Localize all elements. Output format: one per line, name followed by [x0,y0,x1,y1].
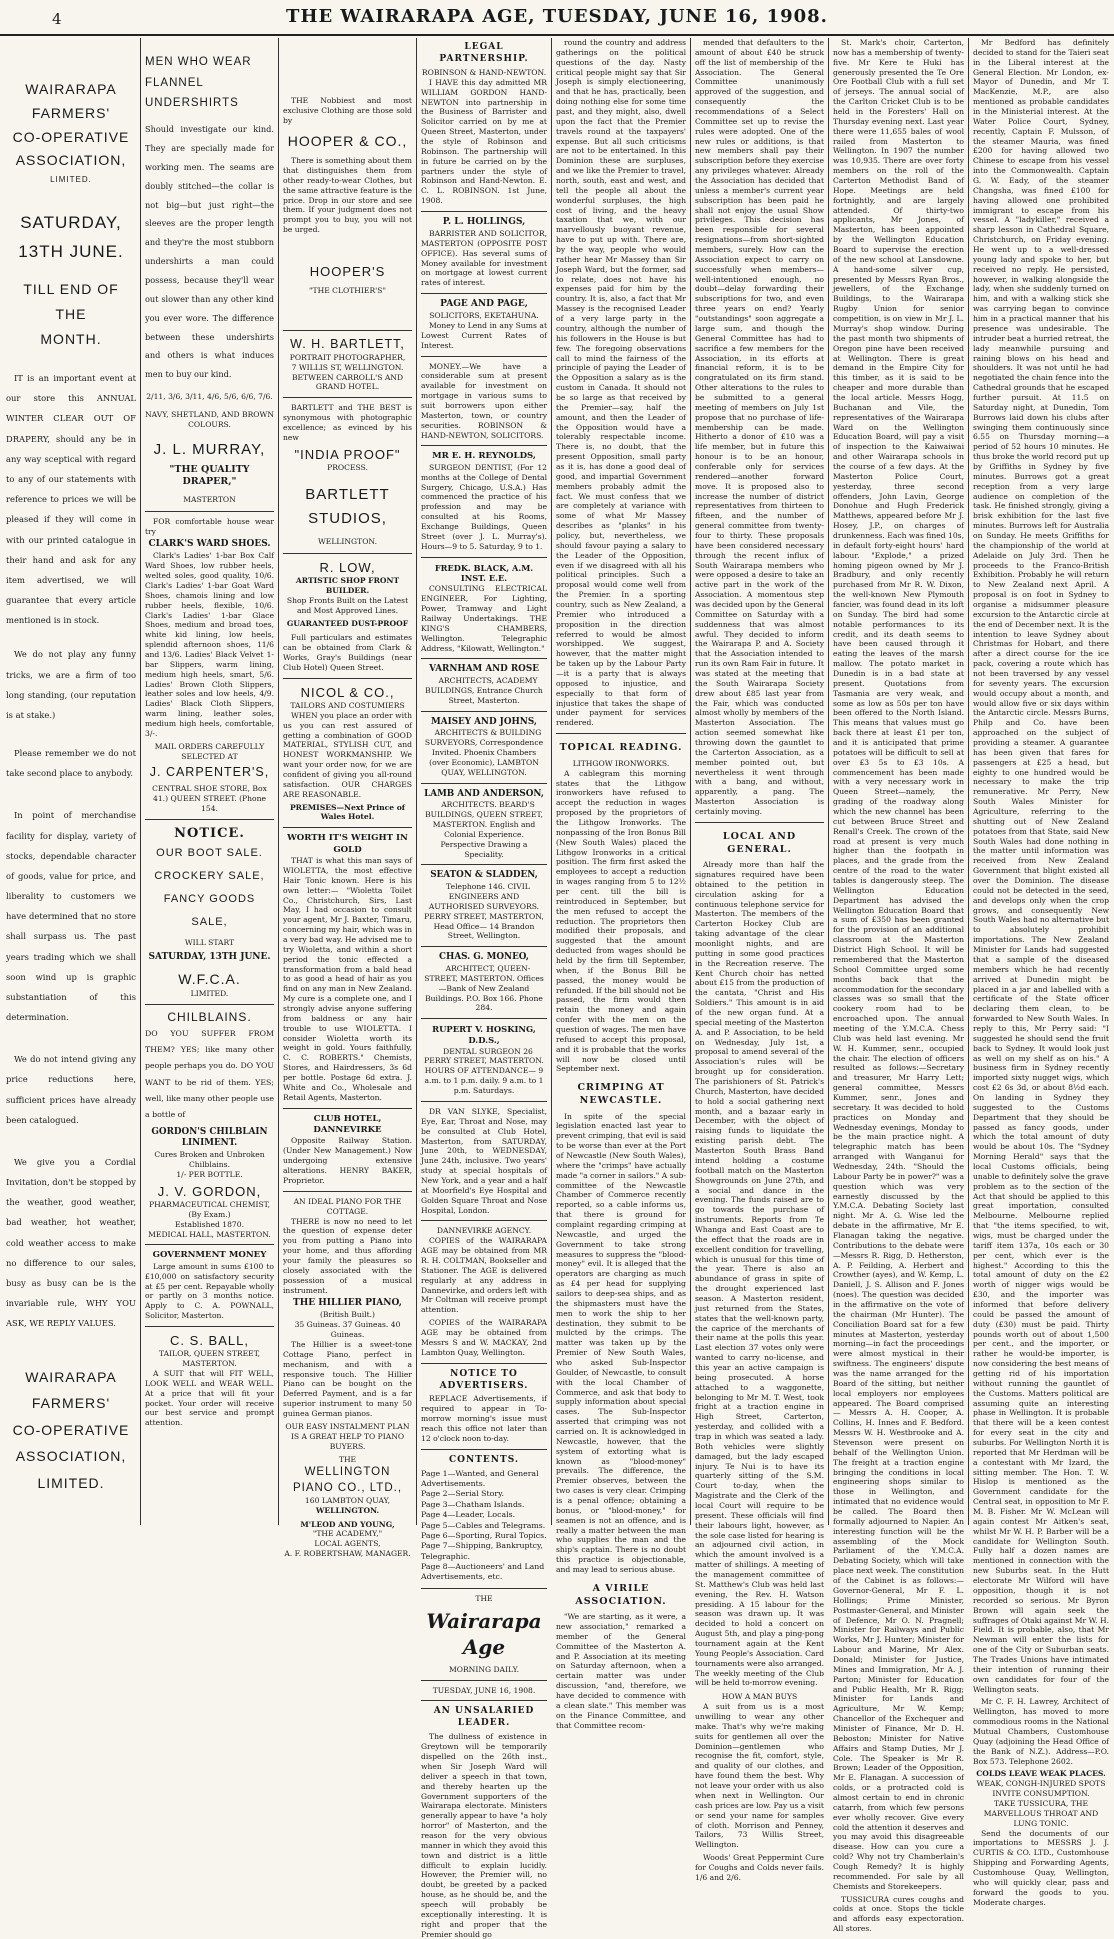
flannel-title [145,52,274,114]
sale-item: FANCY GOODS SALE, [163,893,256,929]
will-start: WILL START [184,938,235,948]
sale-item: OUR BOOT SALE. [156,846,263,859]
page-header [0,0,1114,36]
clark-body: Clark's Ladies' 1-bar Box Calf Ward Shoes, low rubber heels, welted soles, good quality, 10/6. Clark's Ladies' 1-bar Goat Ward Shoes, chamois lining and low rubber heels, flexible, 10/6. Clark's Ladies' 1-bar Glace Shoes, medium and broad toes, white kid lining, low heels, splendid afternoon shoes, 11/6 and 13/6. Ladies' Black Velvet 1-bar Slippers, warm lining, medium high heels, smart, 5/6. Ladies' Brown Cloth Slippers, leather soles and low heels, 4/9. Ladies' Black Cloth Slippers, warm lining, leather soles, medium high heels, comfortable, 3/-. [145,551,274,738]
lithgow-subtitle: LITHGOW IRONWORKS. [572,758,670,768]
piano-co-the: THE [338,1455,357,1465]
winter-sale-text: IT is an important event at our store this ANNUAL WINTER CLEAR OUT OF DRAPERY, should any be in any way sceptical with regard to any of our statements with reference to prices we will be pleased if they will come in with our printed catalogue in their hand and ask for any item advertised, we will guarantee that every article mentioned is in stock. [6,373,136,626]
ad-line: FARMERS' [31,104,111,121]
dannevirke-title: DANNEVIRKE AGENCY. [436,1226,532,1236]
liniment-name: GORDON'S CHILBLAIN LINIMENT. [151,1126,268,1149]
piano-body: THERE is now no need to let the question of expense deter you from putting a Piano into your home, and thus affording your family the pleasures so closely associated with the possession of a musical instrument. [283,1216,412,1295]
liniment-claim: Cures Broken and Unbroken Chilblains. [154,1150,265,1169]
column-rule [416,38,417,1525]
sale-date [6,209,136,267]
carpenter-address: CENTRAL SHOE STORE, Box 41.) QUEEN STREET. (Phone 154. [152,784,267,813]
invitation-text: We give you a Cordial Invitation, don't be stopped by the weather, good weather, bad weather, hot weather, cold weather access to make no difference to our sales, busy as busy can be is the invariable rule, WHY YOU ASK, WE REPLY VALUES. [6,1156,136,1329]
low-dust-proof: GUARANTEED DUST-PROOF [286,619,409,629]
low-title: ARTISTIC SHOP FRONT BUILDER. [295,575,400,595]
ball-title: TAILOR, QUEEN STREET, MASTERTON. [158,1349,261,1369]
contents-item: Page 6—Sporting, Rural Topics. [421,1530,547,1540]
ad-line: LIMITED. [50,175,92,185]
studios-line: STUDIOS, [308,509,387,527]
sale-until-line: MONTH. [40,330,102,347]
column-rule [968,38,969,1525]
maisey-body: ARCHITECTS & BUILDING SURVEYORS, Correspondence Invited. Phoenix Chambers (over Economic), LAMBTON QUAY, WELLINGTON. [424,728,544,777]
gordon-exam: (By Exam.) [188,1209,231,1219]
ad-line: ASSOCIATION, [15,152,127,169]
contents-list [421,1469,547,1583]
ad-line: CO-OPERATIVE [12,1421,130,1438]
column-6 [695,38,824,1882]
flannel-title-line: FLANNEL [145,76,204,89]
sale-until-line: TILL END OF THE [23,280,119,322]
hillier-name: THE HILLIER PIANO, [293,1298,402,1309]
colds-title: COLDS LEAVE WEAK PLACES. [976,1769,1106,1779]
leader-body: The dullness of existence in Greytown will be temporarily dispelled on the 26th inst., when Sir Joseph Ward will deliver a speech in that town, and thereby hearten up the Government supporters of the Wairarapa electorate. Ministers generally appear to have "a holy horror" of Masterton, and the reason for the very obvious manner in which they avoid this town and district is a little difficult to explain lucidly. However, the Premier will, no doubt, be greeted by a packed house, as he should be, and the speech will probably be exceptionally interesting. It is right and proper that the Premier should go [421,1732,547,1939]
copies-body: COPIES of the WAIRARAPA AGE may be obtained from Messrs S and W. MACKAY, 2nd Lambton Quay, Wellington. [421,1318,547,1357]
agents-name: M'LEOD AND YOUNG, [300,1519,395,1529]
club-hotel-title: CLUB HOTEL, DANNEVIRKE [313,1113,382,1136]
piano-co-city: WELLINGTON. [315,1505,380,1515]
how-man-buys-title: HOW A MAN BUYS [721,1692,798,1702]
flannel-title-line: UNDERSHIRTS [145,97,239,110]
low-body: Shop Fronts Built on the Latest and Most Approved Lines. [286,595,409,615]
carpenter-name: J. CARPENTER'S, [149,765,270,780]
lawrey-note: Mr C. F. H. Lawrey, Architect of Wellington, has moved to more commodious rooms in the National Mutual Chambers, Customhouse Quay (adjoining the Head Office of the Bank of N.Z.). Address—P.O. Box 573. Telephone 2602. [973,1697,1109,1766]
hooper-body: There is something about them that distinguishes them from other ready-to-wear Clothes, but the same attractive feature is the price. Drop in our store and see them. If your judgment does not prompt you to buy, you will not be urged. [283,156,412,235]
piano-title: AN IDEAL PIANO FOR THE COTTAGE. [293,1196,402,1216]
legal-title: LEGAL PARTNERSHIP. [439,42,529,64]
moneo-name: CHAS. G. MONEO, [439,952,529,963]
hillier-british: (British Built.) [319,1310,376,1320]
flannel-prices: 2/11, 3/6, 3/11, 4/6, 5/6, 6/6, 7/6. [146,392,273,402]
club-hotel-body: Opposite Railway Station. (Under New Management.) Now undergoing extensive alterations. HENRY BAKER, Proprietor. [283,1136,412,1185]
clark-intro: FOR comfortable house wear try [145,516,274,536]
vanslyke-body: DR VAN SLYKE, Specialist, Eye, Ear, Throat and Nose, may be consulted at Club Hotel, Masterton, from SATURDAY, June 20th, to WEDNESDAY, June 24th, inclusive. Two years' study at special hospitals of New York, and a year and a half at Moorfield's Eye Hospital and Golden Square Throat and Nose Hospital, London. [421,1106,547,1215]
local-general-title: LOCAL AND GENERAL. [722,830,797,855]
hillier-prices: 35 Guineas. 37 Guineas. 40 Guineas. [294,1320,401,1340]
murray-name: J. L. MURRAY, [153,440,266,458]
how-man-buys-body: A suit from us is a most unwilling to wear any other make. That's why we're making suits for gentlemen all over the Dominion—gentlemen who recognise the fit, comfort, style, and quality of our clothes, and have found them the best. Why not leave your order with us also when next in Wellington. Our cash prices are low. Pay us a visit or send your name for samples of cloth. Morrison and Penney, Tailors, 73 Willis Street, Wellington. [695,1702,824,1850]
agents-academy: "THE ACADEMY," [312,1529,383,1539]
piano-co-name: WELLINGTON PIANO CO., LTD., [292,1466,403,1494]
farmers-ad-footer [6,1364,136,1497]
column-rule [690,38,691,1525]
column-rule [828,38,829,1525]
dannevirke-body: COPIES of the WAIRARAPA AGE may be obtained from MR R. H. COLTMAN, Bookseller and Stationer. The AGE is delivered regularly at any address in Dannevirke, and orders left with Mr Coltman will receive prompt attention. [421,1236,547,1315]
gordon-name: J. V. GORDON, [157,1183,262,1199]
masthead-date: TUESDAY, JUNE 16, 1908. [432,1685,536,1695]
flannel-body: Should investigate our kind. They are specially made for working men. The seams are doubly stitched—the collar is not big—but just right—the sleeves are the proper length and they're the most stubborn undershirts a man could possess, because they'll wear out slower than any other kind you ever wore. The difference between these undershirts and others is what induces men to buy our kind. [145,124,274,380]
reynolds-name: MR E. H. REYNOLDS, [432,451,536,462]
leader-continued: round the country and address gatherings on the political questions of the day. Nasty critical people might say that Sir Joseph is simply electioneering, and that he has, practically, been doing nothing else for some time past, and they might, also, dwell upon the fact that the Premier travels round at the taxpayers' expense. But all such criticisms are not to be entertained. In this Dominion these are surpluses, and we like the Premier to travel, north, south, east and west, and tell the people all about the wonderful surpluses, the high cost of living, and the heavy taxation that we, with our marvellously buoyant revenue, have to put up with. There are, by the way, people who would rather hear Mr Massey than Sir Joseph Ward, but the former, sad to relate, does not have his expenses paid for him by the country. It is, also, a fact that Mr Massey is the recognised Leader of a very large party in the country, although the number of his followers in the House is but few. The foregoing observations call to mind the fairness of the principle of paying the Leader of the Opposition a salary as is the custom in Canada. It should not be so large as that received by the Premier—say, half the amount, and then the Leader of the Opposition would have a tolerably respectable income. There is, no doubt, that the present Opposition, small party as it is, has done a good deal of good, and impartial Government members probably admit the fact. We must confess that we are completely at variance with some of what Mr Massey describes as "planks" in his policy, but, nevertheless, we should favour paying a salary to the Leader of the Opposition, even if we disagreed with all his political principles. Such a proposal would come well from the Premier. In a sporting country, such as New Zealand, a Premier who introduced a proposition in the direction referred to would be almost worshipped. We suggest, however, that the matter might be taken up by the Labour Party—it is a party that is always opposed to injustice, and especially to that form of injustice that takes the shape of under payment for services rendered. [556,38,686,728]
flannel-title-line: MEN WHO WEAR [145,56,252,68]
nicol-body: WHEN you place an order with us you can rest assured of getting a combination of GOOD MATERIAL, STYLISH CUT, and HONEST WORKMANSHIP. We want your order now, for we are confident of giving you all-round satisfaction. OUR CHARGES ARE REASONABLE. [283,710,412,799]
contents-item: Page 1—Wanted, and General Advertisements. [421,1468,539,1489]
low-body-2: Full particulars and estimates can be obtained from Clark & Works, Gray's Buildings (near Club Hotel) Queen Street. [283,633,412,672]
column-3 [283,38,412,1559]
mail-orders: MAIL ORDERS CAREFULLY SELECTED AT [154,741,265,761]
virile-body: "We are starting, as it were, a new association," remarked a member of the General Committee of the Masterton A. and P. Association at its meeting on Saturday afternoon, when a certain matter was under discussion, "and, therefore, we have decided to commence with a clean slate." This member was on the Finance Committee, and that Committee recom- [556,1612,686,1730]
black-body: CONSULTING ELECTRICAL ENGINEER, For Lighting, Power, Tramway and Light Railway Undertakings. THE KING'S CHAMBERS, Wellington. Telegraphic Address, "Kilowatt, Wellington." [421,584,547,653]
column-8 [973,38,1109,1907]
liniment-price: 1/- PER BOTTLE. [176,1169,243,1179]
curtis-note: Send the documents of our importations to MESSRS J. J. CURTIS & CO. LTD., Customhouse Shipping and Forwarding Agents, Customhouse Quay, Wellington, who will quickly clear, pass and forward the goods to you. Moderate charges. [973,1828,1109,1907]
nicol-premises: PREMISES—Next Prince of Wales Hotel. [289,802,406,822]
hosking-body: DENTAL SURGEON 26 PERRY STREET, MASTERTON. HOURS OF ATTENDANCE— 9 a.m. to 1 p.m. daily. 9 a.m. to 1 p.m. Saturdays. [424,1046,544,1096]
page-and-page: PAGE AND PAGE, [440,299,528,310]
masthead-name: Wairarapa Age [426,1608,542,1660]
column-4 [421,38,547,1939]
hoopers-sign: HOOPER'S [309,264,386,280]
moneo-body: ARCHITECT, QUEEN-STREET, MASTERTON. Offices—Bank of New Zealand Buildings. P.O. Box 166. Phone 284. [424,963,544,1013]
flannel-colours: NAVY, SHETLAND, AND BROWN COLOURS. [145,409,274,429]
column-5 [556,38,686,1730]
contents-item: Page 7—Shipping, Bankruptcy, Telegraphic. [421,1541,543,1561]
piano-co-address: 160 LAMBTON QUAY, [304,1495,391,1505]
contents-title: CONTENTS. [448,1454,520,1465]
colds-subtitle: WEAK, CONGH-INJURED SPOTS INVITE CONSUMPTION. [976,1779,1106,1799]
lithgow-body: A cablegram this morning states that the Lithgow ironworkers have refused to accept the reduction in wages proposed by the proprietors of the Lithgow Ironworks. The nonpassing of the Iron Bonus Bill (New South Wales) placed the Lithgow Ironworks in a critical position. The firm first asked the employees to accept a reduction in wages ranging from 5 to 12½ per cent. till the bill is reintroduced in September, but the men refused to accept the reduction. The proprietors then modified their proposals, and suggested that the amount deducted from wages should be held by the firm till September, when, if the Bonus Bill be passed, the money would be refunded. If the bill should not be passed, the firm would then retain the money and again confer with the men on the question of wages. The men have refused to accept this proposal, and it is probable that the works will now be closed until September next. [556,768,686,1074]
chilblains-title: CHILBLAINS. [167,1009,252,1024]
wioletta-body: THAT is what this man says of WIOLETTA, the most effective Hair Tonic known. Here is his own letter:— "Wioletta Toilet Co., Christchurch, Sirs, Last May, I had occasion to consult your agent, Mr J. Baxter, Timaru, concerning my hair, which was in a very bad way. He advised me to try Wioletta, and within a short period the tonic effected a transformation from a bald head to as good a head of hair as you find on any man in New Zealand. My cure is a complete one, and I strongly advise anyone suffering from baldness or any hair trouble to use WIOLETTA. I consider Wioletta worth its weight in gold. Yours faithfully, C. C. ROBERTS." Chemists, Stores, and Hairdressers, 3s 6d per bottle. Postage 6d extra. J. White and Co., Wholesale and Retail Agents, Masterton. [283,856,412,1102]
ad-line: WAIRARAPA [25,1368,117,1385]
notice-advertisers-title: NOTICE TO ADVERTISERS. [439,1368,529,1391]
page-number: 4 [52,10,62,28]
money-body: MONEY.—We have a considerable sum at present available for investment on mortgage in various sums to suit borrowers upon either Masterton, town, or country securities. ROBINSON & HAND-NEWTON, SOLICITORS. [421,361,547,440]
ad-line: ASSOCIATION, [15,1448,127,1465]
bartlett-studios [283,483,412,531]
hooper-intro: THE Nobbiest and most exclusive Clothing are those sold by [283,96,412,125]
varnham-name: VARNHAM AND ROSE [429,664,539,675]
low-name: R. LOW, [319,559,376,575]
sale-until [6,277,136,353]
murray-slogan: "THE QUALITY DRAPER," [169,463,250,488]
nicol-title: TAILORS AND COSTUMIERS [290,701,405,710]
nicol-name: NICOL & CO., [300,684,395,700]
ad-line: WAIRARAPA [25,81,117,97]
virile-title: A VIRILE ASSOCIATION. [575,1582,667,1607]
gordon-address: MEDICAL HALL, MASTERTON. [148,1229,271,1239]
hooper-name: HOOPER & CO., [287,132,408,149]
ad-line: FARMERS' [31,1395,111,1412]
india-proof-process: PROCESS. [327,462,368,472]
ball-name: C. S. BALL, [170,1332,249,1348]
crimping-body: In spite of the special legislation enacted last year to prevent crimping, that evil is said to be worse than ever at the Port of Newcastle (New South Wales), where the "crimps" have actually made "a corner in sailors." A sub-committee of the Newcastle Chamber of Commerce recently reported, so a cable informs us, that there is ground for complaint regarding crimping at Newcastle, and urged the Government to take strong measures to suppress the "blood-money" evil. It is alleged that the operators are charging as much as £4 per head for supplying sailors to deep-sea ships, and as the shipmasters must have the men to work the ship to her destination, they submit to be mulcted by the crimps. The matter was taken up by the Premier of New South Wales, who asked Sub-Inspector Goulder, of Newcastle, to consult with the local Chamber of Commerce, and ask that body to supply information about special cases. The Sub-Inspector asserted that crimping was not carried on. It is acknowledged in Newcastle, however, that the system of extorting what is known as "blood-money" prevails. The difference, the Premier observes, between the two cases is very clear. Crimping is a penal offence; obtaining a bonus, or "blood-money," for seamen is not an offence, and is really a matter between the man who supplies the man and the ship's captain. There is no doubt this practice is objectionable, and may lead to serious abuse. [556,1111,686,1575]
black-name: FREDK. BLACK, A.M. INST. E.E. [434,562,534,584]
page-title: THE WAIRARAPA AGE, TUESDAY, JUNE 16, 1908. [286,6,828,27]
woods-cure: Woods' Great Peppermint Cure for Coughs and Colds never fails. 1/6 and 2/6. [695,1853,824,1882]
column-rule [278,38,279,1525]
murray-location: MASTERTON [183,494,236,504]
gov-money-body: Large amount in sums £100 to £10,000 on satisfactory security at £5 per cent. Repayable wholly or partly on 3 months notice. Apply to C. A. POWNALL, Solicitor, Masterton. [145,1261,274,1321]
topical-title: TOPICAL READING. [559,742,683,754]
contents-item: Page 8—Auctioneers' and Land Advertisements, etc. [421,1561,545,1582]
tussicura-note: TUSSICURA cures coughs and colds at once. Stops the tickle and affords easy expectoration. All stores. [833,1894,964,1934]
sale-item: CROCKERY SALE, [154,870,265,883]
gov-money-title: GOVERNMENT MONEY [152,1250,267,1261]
virile-continued: mended that defaulters to the amount of about £40 be struck off the list of membership of the Association. The General Committee unanimously approved of the suggestion, and consequently the recommendations of a Select Committee set up to revise the rules were adopted. One of the new rules or additions, is that new members shall pay their subscription before they exercise any privileges whatever. Already the Association has decided that unless a member's current year subscription has been paid he shall not enjoy the usual Show privileges. This decision has been responsible for several resignations—from short-sighted members, surely. How can the Association expect to carry on successfully when members—well-intentioned enough, no doubt—delay forwarding their subscriptions for two, and even three years on end? Yearly "outstandings" soon aggregate a large sum, and though the General Committee has had to sacrifice a few members for the Association, in its efforts at financial reform, it is to be congratulated on its firm stand. Other alterations to the rules to be submitted to a general meeting of members on July 1st propose that no purchase of life-membership can be made. Hitherto a donor of £10 was a life member, but in future this honour is to be an honour, conferable only for services rendered—another forward move. It is proposed also to increase the number of district representatives from thirteen to fifteen, and the number of general committee from twenty-four to thirty. These proposals have been considered necessary through the recent influx of South Wairarapa members who were opposed a desire to take an active part in the work of the Association. A momentous step was decided upon by the General Committee on Saturday with a suddenness that was almost awful. They decided to inform the Wairarapa P. and A. Society that the Association intended to run its own Ram Fair in future. It was stated at the meeting that the South Wairarapa Society drew about £85 last year from the Fair, which was conducted almost wholly by members of the Masterton Association. The action seemed somewhat like throwing down the gauntlet to the Carterton Association, as a member pointed out, but nevertheless it went through with a bang, and without, apparently, a pang. The Masterton Association is certainly moving. [695,38,824,817]
hollings-body: BARRISTER AND SOLICITOR, MASTERTON (OPPOSITE POST OFFICE). Has several sums of Money available for investment on mortgage at lowest current rates of interest. [421,228,547,288]
column-rule [551,38,552,1525]
reynolds-body: SURGEON DENTIST, (For 12 months at the College of Dental Surgery, Chicago, U.S.A.) Has commenced the practice of his profession and may be consulted at his Rooms, Exchange Buildings, Queen Street (over J. L. Murray's). Hours—9 to 5. Saturday, 9 to 1. [421,462,547,551]
notice-advertisers-body: REPLACE Advertisements, if required to appear in To-morrow morning's issue must reach this office not later than 12 o'clock noon to-day. [421,1394,547,1443]
hillier-body: The Hillier is a sweet-tone Cottage Piano, perfect in mechanism, and with a responsive touch. The Hillier Piano can be bought on the Deferred Payment, and is a far superior instrument to many 50 guinea German pianos. [283,1339,412,1418]
crimping-title: CRIMPING AT NEWCASTLE. [577,1082,665,1106]
bartlett-address: 7 WILLIS ST, WELLINGTON. BETWEEN CARROLL'S AND GRAND HOTEL. [291,362,404,392]
india-proof: "INDIA PROOF" [294,446,401,462]
bartlett-title: PORTRAIT PHOTOGRAPHER, [289,352,406,362]
maisey-name: MAISEY AND JOHNS, [431,716,537,727]
sale-start-date: SATURDAY, 13TH JUNE. [148,952,271,963]
contents-item: Page 4—Leader, Locals. [421,1510,516,1520]
studios-location: WELLINGTON. [317,536,377,546]
ad-line: LIMITED. [37,1474,105,1491]
agents-manager: A. F. ROBERTSHAW, MANAGER. [284,1549,411,1559]
sale-date-line: 13TH JUNE. [18,241,124,261]
sale-date-line: SATURDAY, [20,212,122,232]
farmers-ad-header [6,78,136,187]
hosking-name: RUPERT V. HOSKING, D.D.S., [432,1024,536,1046]
hollings-name: P. L. HOLLINGS, [442,216,526,227]
page-solicitors: SOLICITORS, EKETAHUNA. [429,311,539,321]
seaton-body: Telephone 146. CIVIL ENGINEERS AND AUTHORISED SURVEYORS. PERRY STREET, MASTERTON, Head Office— 14 Brandon Street, Wellington. [424,882,544,941]
column-1 [6,38,136,1525]
contents-item: Page 2—Serial Story. [421,1489,504,1499]
studios-line: BARTLETT [305,485,390,503]
wfca-name: W.F.C.A. [178,971,241,988]
page-body: Money to Lend in any Sums at Lowest Current Rates of Interest. [421,320,547,350]
legal-firm: ROBINSON & HAND-NEWTON. [421,67,547,77]
contents-item: Page 3—Chatham Islands. [421,1499,525,1509]
masthead-the: THE [475,1593,493,1603]
column-7 [833,38,965,1934]
clark-title: CLARK'S WARD SHOES. [148,539,271,550]
ad-line: CO-OPERATIVE [12,128,130,145]
wfca-limited: LIMITED. [190,988,229,998]
chilblains-body: DO YOU SUFFER FROM THEM? YES; like many other people perhaps you do. DO YOU WANT to be rid of them. YES; well, like many other people use a bottle of [145,1028,274,1120]
varnham-body: ARCHITECTS, ACADEMY BUILDINGS, Entrance Church Street, Masterton. [425,676,543,705]
contents-item: Page 5—Cables and Telegrams. [421,1520,546,1530]
wioletta-title: WORTH IT'S WEIGHT IN GOLD [287,833,408,855]
masthead-daily: MORNING DAILY. [448,1664,520,1674]
notice-title: NOTICE. [174,825,245,841]
hoopers-slogan: "THE CLOTHIER'S" [309,286,386,296]
lamb-body: ARCHITECTS. BEARD'S BUILDINGS, QUEEN STREET, MASTERTON. English and Colonial Experience. Perspective Drawing a Speciality. [425,800,543,859]
ball-body: A SUIT that will FIT WELL, LOOK WELL and WEAR WELL. At a price that will fit your pocket. Your order will receive our best service and prompt attention. [145,1368,274,1428]
gordon-established: Established 1870. [174,1219,245,1229]
gordon-title: PHARMACEUTICAL CHEMIST, [148,1199,271,1209]
agents-local: LOCAL AGENTS, [314,1539,381,1549]
local-general-body: Already more than half the signatures required have been obtained to the petition in circulation asking for a continuous telephone service for Masterton. The members of the Carterton Hockey Club are taking advantage of the clear moonlight nights, and are putting in some good practices in the Recreation reserve. The Kent Church choir has netted about £15 from the production of the cantata, "Christ and His Soldiers." This amount is in aid of the new organ fund. At a special meeting of the Masterton A. and P. Association, to be held on Wednesday, July 1st, a proposal to amend several of the Association's rules will be brought up for consideration. The parishioners of St. Patrick's Church, Masterton, have decided to hold a social gathering next month, and a bazaar early in December, with the object of raising funds to liquidate the existing parish debt. The Masterton South Brass Band intend holding a costume football match on the Masterton Showgrounds on June 27th, and a social and dance in the evening. The funds raised are to go towards the purchase of instruments. Reports from Te Whanga and East Coast are to the effect that the roads are in excellent condition for travelling, which is unusual for this time of the year. There is also an abundance of grass in spite of the drought experienced last season. A Masterton resident, just returned from the States, states that the well-known party, the caprice of the merchants of their name at the polls this year. Last election 37 votes only were wanted to carry no-license, and this year an active campaign is being prosecuted. A horse attached to a waggonette, belonging to Mr M. T. West, took fright at a traction engine in High Street, Carterton, yesterday, and collided with a trap in which was seated a lady. Both vehicles were slightly damaged, but the lady escaped injury. Te Nui is to have its quarterly sitting of the S.M. Court to-day, when the Magistrate and the Clerk of the local Court will require to be present. These officials will find their labours light, however, as the sole case listed for hearing is an adjourned civil action, in which the amount involved is a matter of shillings. A meeting of the management committee of St. Matthew's Club was held last evening, the Rev. H. Watson presiding. A 15 labour for the season was drawn up. It was decided to hold a concert on August 5th, and play a ping-pong tournament again at the Kent Young People's Association. Card tournaments were also arranged. The weekly meeting of the Club will be held to-morrow evening. [695,860,824,1688]
seaton-name: SEATON & SLADDEN, [430,870,538,881]
merchandise-text: In point of merchandise facility for display, variety of stocks, dependable character of goods, value for price, and liberality to customers we have determined that no store shall surpass us. The past years trading which we shall soon wind up is graphic substantiation of this determination. [6,810,136,1023]
bartlett-best: BARTLETT and THE BEST is synonymous with photographic excellence; as evinced by his new [283,403,412,442]
column-2 [145,38,274,1525]
bartlett-name: W. H. BARTLETT, [290,337,405,352]
second-place-text: Please remember we do not take second place to anybody. [6,748,136,779]
reductions-text: We do not intend giving any price reductions here, sufficient prices have already been catalogued. [6,1054,136,1125]
reputation-text: We do not play any funny tricks, we are a firm of too long standing, (our reputation is at stake.) [6,649,136,720]
news-items: Mr Bedford has definitely decided to stand for the Taieri seat in the Liberal interest at the General Election. Mr London, ex-Mayor of Dunedin, and Mr T. MacKenzie, M.P., are also mentioned as probable candidates in the Ministerial interest. At the Water Police Court, Sydney, recently, Captain F. Mulsson, of the steamer Mauria, was fined £200 for having allowed two Chinese to escape from his vessel into the Commonwealth. Captain G. W. Eady, of the steamer Changsha, was fined £100 for having allowed one prohibited immigrant to escape from his vessel. A "ladykiller," received a sharp lesson in Cathedral Square, Christchurch, on Friday evening. He went up to a well-dressed young lady and spoke to her, but received no reply. He persisted, however, in walking alongside the lady, when she suddenly turned on him, and with a walking stick she was carrying began to convince him in a practical manner that his presence was undesirable. The intruder beat a hurried retreat, the lady meanwhile pursuing and raining blows on his head and shoulders. It was not until he had negotiated the chain fence into the Cathedral grounds that he escaped further pursuit. At 11.5 on Saturday night, at Dunedin, Tom Burrows laid down his clubs after swinging them continuously since 6.55 on Thursday morning—a period of 52 hours 10 minutes. He thus broke the world record put up by Griffiths in Sydney by five minutes. Burrows got a great reception from a very large audience on completion of the task. He finished strongly, giving a brisk exhibition for the last five minutes. Burrows left for Australia on Sunday. He meets Griffiths for the championship of the world at Adelaide on July 3rd. Then he proceeds to the Franco-British Exhibition. Probably he will return to New Zealand next April. A proposal is on foot in Sydney to organise a midsummer pleasure excursion to the Antarctic circle at the end of December next. It is the intention to leave Sydney about Christmas for Hobart, and there after a direct course for the ice pack, covering a route which has not been traversed by any vessel for seventy years. The excursion would occupy about a month, and would allow five or six days within the Antarctic circle. Messrs Burns, Philp and Co. have been approached on the subject of providing a steamer. A guarantee has been given that fares for passengers at £25 a head, but eighty to one hundred would be necessary to make the trip remunerative. Mr Perry, New South Wales Minister for Agriculture, referring to the shutting out of New Zealand potatoes from that State, said New South Wales had done nothing in the matter until information was received from New Zealand Government that blight existed all over the Dominion. The disease could not be detected in the seed, and develops only when the crop grows, and consequently New South Wales had no alternative but to absolutely prohibit importations. The New Zealand Minister for Lands had suggested that a sample of the diseased members which he had recently arrived at Dunedin might be placed in a jar and labelled with a certificate of the State officer declaring them clean, to be forwarded to New South Wales. In reply to this, Mr Perry said: "I suggested he should send the fruit back to Sydney. It would look just as well on my shelf as on his." A business firm in Sydney recently imported sixty nugget wigs, which cost £2 6s 3d, or about 8½d each. On landing in Sydney they suggested to the Customs Department that they should be passed as fancy goods, under which the total amount of duty would be about 10s. The "Sydney Morning Herald" says that the local Customs officials, being unable to definitely solve the grave problem as to the section of the Act that should be applied to this great importation, consulted Melbourne. Melbourne replied that "the items specified, to wit, wigs, must be charged under the tariff item 137a, 10s each or 30 per cent, which ever is the highest." According to this the total amount of duty on the £2 worth of nigger wigs would be £30, and the importer was informed that before delivery could be passed the amount of duty (£30) must be paid. Thirty pounds worth out of about 1,500 per cent., and the importer, or rather he would-be importer, is now considering the best means of getting rid of his importation without running the gauntlet of the Customs. Matters political are assuming quite an interesting phase in Wellington. It is probable that there will be a keen contest for every seat in the city and suburbs. For Wellington North it is reported that Mr Herdman will be a contestant with Mr Izard, the sitting member. The Hon. T. W. Hislop is mentioned as the Government candidate for the Central seat, in opposition to Mr F. M. B. Fisher. Mr W. McLean will again contest Mr Aitken's seat, whilst Mr W. H. P. Barber will be a candidate for Wellington South. Fully half a dozen names are mentioned in connection with the new Suburbs seat. In the Hutt electorate Mr Wilford will have opposition, though it is not recorded so serious. Mr Byron Brown will again seek the suffrages of Otaki against Mr W. H. Field. It is probable, also, that Mr Newman will enter the lists for one of the City or Suburban seats. The Trades Unions have intimated their intention of running their own candidates for four of the Wellington seats. [973,38,1109,1694]
sales-list [145,842,274,934]
leader-title: AN UNSALARIED LEADER. [433,1706,535,1729]
tussicura-tonic: TAKE TUSSICURA, THE MARVELLOUS THROAT AND LUNG TONIC. [983,1798,1099,1828]
instalment-plan: OUR EASY INSTALMENT PLAN IS A GREAT HELP TO PIANO BUYERS. [285,1421,410,1451]
lamb-name: LAMB AND ANDERSON, [424,788,544,799]
legal-body: I HAVE this day admitted MR WILLIAM GORDON HAND-NEWTON into partnership in the Business of Barrister and Solicitor carried on by me at Queen Street, Masterton, under the style of Robinson and Robinson. The partnership will in future be carried on by the partners under the style of Robinson and Hand-Newton. E. C. L. ROBINSON. 1st June, 1908. [421,77,547,206]
column-rule [140,38,141,1525]
local-general-continued: St. Mark's choir, Carterton, now has a membership of twenty-five. Mr Kere te Huki has generously presented the Te Ore Ore Football Club with a full set of jerseys. The annual social of the Carlton Cricket Club is to be held in the Foresters' Hall on Thursday evening next. Last year there were 11,655 bales of wool railed from Masterton to Wellington. In 1907 the number was 10,935. There are over forty members on the roll of the Carterton Methodist Band of Hope. Meetings are held fortnightly, and are largely attended. Of thirty-two applicants, Mr Jones, of Masterton, has been appointed by the Wellington Education Board to supervise the erection of the new school at Lansdowne. A hand-some silver cup, presented by Messrs Ryan Bros., jewellers, of the Exchange Buildings, to the Wairarapa Rugby Union for senior competition, is on view in Mr J. L. Murray's shop window. During the past month two shipments of Oregon pine have been received at Wellington. There is great demand in the Empire City for this timber, as it is said to be cheaper and more durable than the local article. Messrs Hogg, Buchanan and Vile, the representatives of the Wairarapa Ward on the Wellington Education Board, will pay a visit of inspection to the Kaiwaiwai and other Wairarapa schools in the course of a few days. At the Masterton Police Court, yesterday, three second offenders, John Lavin, George Donohue and Hugh Frederick Matthews, appeared before Mr J. Hosey, J.P., on charges of drunkenness. Each was fined 10s, in default forty-eight hours' hard labour. "Explode," a prized homing pigeon owned by Mr J. Bradbury, and only recently purchased from Mr R. W. Dixon, the well-known New Plymouth fancier, was found dead in its loft on Sunday. The bird had some notable performances to its credit, and its death seems to have been caused through it eating the leaves of the marsh mallow. The potato market in Dunedin is in a bad state at present. Quotations from Tasmania are very weak, and some as low as 50s per ton have been offered to the North Island. This means that values must go back there at least £1 per ton, and it is anticipated that prime potatoes will be difficult to sell at over £3 5s to £3 10s. A commencement has been made with a very necessary work in Queen Street—namely, the grading of the roadway along which the new channel has been cut between Bruce Street and Renall's Creek. The crown of the road at present is very much higher than the footpath in places, and the grade from the centre of the road to the water tables is dangerously steep. The Wellington Education Department has advised the Wellington Education Board that a sum of £350 has been granted for the provision of an additional classroom at the Masterton District High School. It will be remembered that the Masterton School Committee urged some months back that the accommodation for the secondary classes was so small that the cookery room had to be encroached upon. The annual meeting of the Y.M.C.A. Chess Club was held last evening. Mr W. H. Kummer, senr., occupied the chair. The election of officers resulted as follows:—Secretary and treasurer, Mr Harry Lett; general committee, Messrs Kummer, senr., Jones and secretary. It was decided to hold practices on Monday and Wednesday evenings, Monday to be the main practice night. A telegraphic match has been arranged with Wanganui for Wednesday, 24th. "Should the Labour Party be in power?" was a question which was very earnestly discussed by the Y.M.C.A. Debating Society last night. Mr A. G. Wise led the debate in the affirmative, Mr E. Flanagan taking the negative. Contributions to the debate were—Messrs R. Rigg, D. Hetherston, A. P. Feilding, A. Herbert and Crowther (ayes), and W. Kemp, L. Daniell, J. S. Allison and F. Jones (noes). The question was decided in the affirmative on the vote of the chairman (Mr Hunter). The Conciliation Board sat for a few minutes at Masterton, yesterday morning—in fact the proceedings were almost mystical in their swiftness. The engineers' dispute was the name arranged for the Board of the sitting, but neither local employers nor employees appeared. The Board comprised — Messrs A. H. Cooper, A. Collins, H. Innes and F. Bedford. Messrs W. H. Westbrooke and A. Stevenson were present on behalf of the Wellington Union. The freight at a traction engine bringing the conditions in local engineering shops similar to those in Wellington, and intimated that no evidence would be called. The Board then formally adjourned to Napier. An interesting function will be the assembling of the Mock Parliament of the Y.M.C.A. Debating Society, which will take place next week. The constitution of the Cabinet is as follows:—Governor-General, Mr F. L. Hollings; Prime Minister, Postmaster-General, and Minister of Defence, Mr O. N. Pragnell; Minister for Railways and Public Works, Mr J. Hunter; Minister for Labour and Marine, Mr Alex. Donald; Minister for Justice, Mines and Immigration, Mr A. J. Parton; Minister for Education and Public Health, Mr R. Rigg; Minister for Lands and Agriculture, Mr W. Kemp; Chancellor of the Exchequer and Minister of Finance, Mr D. H. Beboston; Minister for Native Affairs and Stamp Duties, Mr J. Cole. The Speaker is Mr R. Brown; Leader of the Opposition, Mr E. Flanagan. A succession of colds, or a protracted cold is almost certain to end in chronic catarrh, from which few persons ever wholly recover. Give every cold the attention it deserves and you may avoid this disagreeable disease. How can you cure a cold? Why not try Chamberlain's Cough Remedy? It is highly recommended. For sale by all Chemists and Storekeepers. [833,38,965,1891]
